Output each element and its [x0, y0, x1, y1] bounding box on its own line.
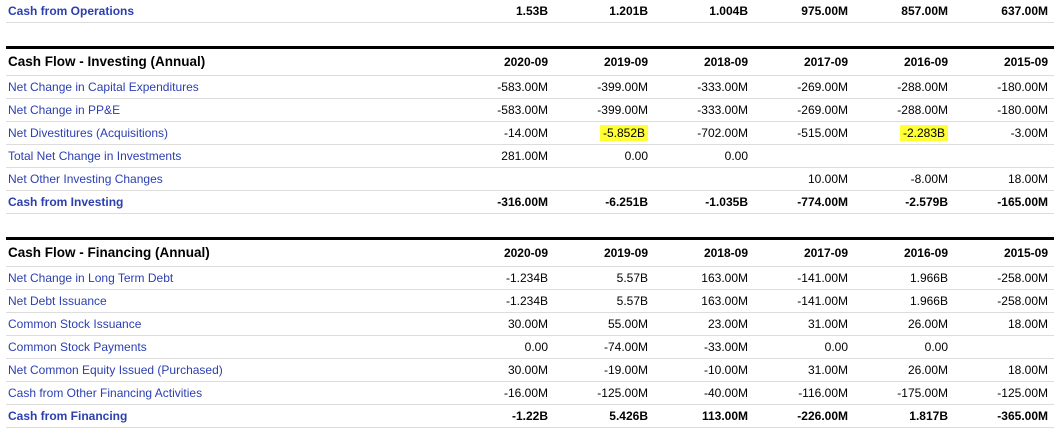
value-cell: 0.00: [754, 336, 854, 359]
value-cell: -125.00M: [954, 382, 1054, 405]
cash-from-financing-row: [6, 405, 1054, 428]
value-cell: -258.00M: [954, 267, 1054, 290]
year-header: 2020-09: [454, 239, 554, 267]
row-label-link[interactable]: Common Stock Issuance: [6, 313, 454, 336]
value-cell: -515.00M: [754, 122, 854, 145]
value-cell: 0.00: [554, 145, 654, 168]
value-cell: 281.00M: [454, 145, 554, 168]
row-label-link[interactable]: Cash from Operations: [6, 0, 454, 23]
row-label-link[interactable]: Common Stock Payments: [6, 336, 454, 359]
value-cell: -125.00M: [554, 382, 654, 405]
year-header: 2017-09: [754, 48, 854, 76]
row-label-link[interactable]: Net Other Investing Changes: [6, 168, 454, 191]
table-row: [6, 76, 1054, 99]
value-cell: 5.57B: [554, 290, 654, 313]
section-spacer: [6, 23, 1054, 48]
cash-from-operations-row: [6, 0, 1054, 23]
value-cell: -258.00M: [954, 290, 1054, 313]
value-cell: 31.00M: [754, 313, 854, 336]
value-cell: -365.00M: [954, 405, 1054, 428]
section-spacer: [6, 214, 1054, 239]
value-cell: 1.53B: [454, 0, 554, 23]
investing-header-row: [6, 48, 1054, 76]
year-header: 2018-09: [654, 48, 754, 76]
value-cell: -702.00M: [654, 122, 754, 145]
value-cell: -74.00M: [554, 336, 654, 359]
year-header: 2019-09: [554, 48, 654, 76]
value-cell: -774.00M: [754, 191, 854, 214]
value-cell: [754, 145, 854, 168]
value-cell: -10.00M: [654, 359, 754, 382]
year-header: 2018-09: [654, 239, 754, 267]
row-label-link[interactable]: Cash from Financing: [6, 405, 454, 428]
row-label-link[interactable]: Net Change in Long Term Debt: [6, 267, 454, 290]
highlighted-value: -2.283B: [900, 125, 948, 141]
value-cell: -399.00M: [554, 76, 654, 99]
table-row: [6, 382, 1054, 405]
highlighted-value: -5.852B: [600, 125, 648, 141]
year-header: 2016-09: [854, 239, 954, 267]
value-cell: -14.00M: [454, 122, 554, 145]
section-title: Cash Flow - Financing (Annual): [6, 239, 454, 267]
value-cell: 26.00M: [854, 313, 954, 336]
value-cell: 18.00M: [954, 313, 1054, 336]
value-cell: -1.22B: [454, 405, 554, 428]
table-row: [6, 122, 1054, 145]
value-cell: [954, 336, 1054, 359]
value-cell: -1.035B: [654, 191, 754, 214]
value-cell: -141.00M: [754, 267, 854, 290]
value-cell: 113.00M: [654, 405, 754, 428]
value-cell: 30.00M: [454, 313, 554, 336]
value-cell: 637.00M: [954, 0, 1054, 23]
value-cell: -269.00M: [754, 76, 854, 99]
section-title: Cash Flow - Investing (Annual): [6, 48, 454, 76]
value-cell: -141.00M: [754, 290, 854, 313]
value-cell: 18.00M: [954, 168, 1054, 191]
value-cell: 163.00M: [654, 290, 754, 313]
value-cell: 1.201B: [554, 0, 654, 23]
value-cell: [954, 145, 1054, 168]
value-cell: -40.00M: [654, 382, 754, 405]
value-cell: -116.00M: [754, 382, 854, 405]
value-cell: -583.00M: [454, 99, 554, 122]
value-cell: -3.00M: [954, 122, 1054, 145]
value-cell: 18.00M: [954, 359, 1054, 382]
year-header: 2020-09: [454, 48, 554, 76]
cash-from-investing-row: [6, 191, 1054, 214]
value-cell: -288.00M: [854, 76, 954, 99]
value-cell: [854, 122, 954, 145]
table-row: [6, 99, 1054, 122]
year-header: 2015-09: [954, 48, 1054, 76]
value-cell: -180.00M: [954, 76, 1054, 99]
value-cell: [654, 168, 754, 191]
value-cell: 857.00M: [854, 0, 954, 23]
value-cell: 0.00: [454, 336, 554, 359]
value-cell: -33.00M: [654, 336, 754, 359]
value-cell: -269.00M: [754, 99, 854, 122]
table-row: [6, 359, 1054, 382]
year-header: 2017-09: [754, 239, 854, 267]
row-label-link[interactable]: Net Change in Capital Expenditures: [6, 76, 454, 99]
value-cell: 163.00M: [654, 267, 754, 290]
value-cell: 1.004B: [654, 0, 754, 23]
table-row: [6, 168, 1054, 191]
value-cell: -333.00M: [654, 99, 754, 122]
table-row: [6, 290, 1054, 313]
value-cell: -165.00M: [954, 191, 1054, 214]
row-label-link[interactable]: Total Net Change in Investments: [6, 145, 454, 168]
value-cell: [454, 168, 554, 191]
value-cell: 1.966B: [854, 290, 954, 313]
value-cell: 5.426B: [554, 405, 654, 428]
value-cell: -16.00M: [454, 382, 554, 405]
value-cell: -1.234B: [454, 290, 554, 313]
value-cell: -333.00M: [654, 76, 754, 99]
value-cell: 5.57B: [554, 267, 654, 290]
value-cell: 31.00M: [754, 359, 854, 382]
value-cell: [554, 168, 654, 191]
value-cell: 1.966B: [854, 267, 954, 290]
row-label-link[interactable]: Net Divestitures (Acquisitions): [6, 122, 454, 145]
value-cell: [854, 145, 954, 168]
row-label-link[interactable]: Cash from Other Financing Activities: [6, 382, 454, 405]
value-cell: -2.579B: [854, 191, 954, 214]
financing-header-row: [6, 239, 1054, 267]
value-cell: 1.817B: [854, 405, 954, 428]
value-cell: 0.00: [854, 336, 954, 359]
value-cell: -399.00M: [554, 99, 654, 122]
table-row: [6, 145, 1054, 168]
year-header: 2016-09: [854, 48, 954, 76]
year-header: 2015-09: [954, 239, 1054, 267]
value-cell: [554, 122, 654, 145]
value-cell: -288.00M: [854, 99, 954, 122]
year-header: 2019-09: [554, 239, 654, 267]
value-cell: -6.251B: [554, 191, 654, 214]
table-row: [6, 313, 1054, 336]
value-cell: -226.00M: [754, 405, 854, 428]
table-row: [6, 267, 1054, 290]
value-cell: -175.00M: [854, 382, 954, 405]
table-row: [6, 336, 1054, 359]
value-cell: -316.00M: [454, 191, 554, 214]
value-cell: 10.00M: [754, 168, 854, 191]
value-cell: 55.00M: [554, 313, 654, 336]
value-cell: 26.00M: [854, 359, 954, 382]
value-cell: 975.00M: [754, 0, 854, 23]
value-cell: -1.234B: [454, 267, 554, 290]
value-cell: -583.00M: [454, 76, 554, 99]
value-cell: 0.00: [654, 145, 754, 168]
row-label-link[interactable]: Net Change in PP&E: [6, 99, 454, 122]
value-cell: -180.00M: [954, 99, 1054, 122]
row-label-link[interactable]: Net Debt Issuance: [6, 290, 454, 313]
row-label-link[interactable]: Net Common Equity Issued (Purchased): [6, 359, 454, 382]
value-cell: 30.00M: [454, 359, 554, 382]
value-cell: 23.00M: [654, 313, 754, 336]
value-cell: -8.00M: [854, 168, 954, 191]
row-label-link[interactable]: Cash from Investing: [6, 191, 454, 214]
cash-flow-table: [6, 0, 1054, 428]
value-cell: -19.00M: [554, 359, 654, 382]
